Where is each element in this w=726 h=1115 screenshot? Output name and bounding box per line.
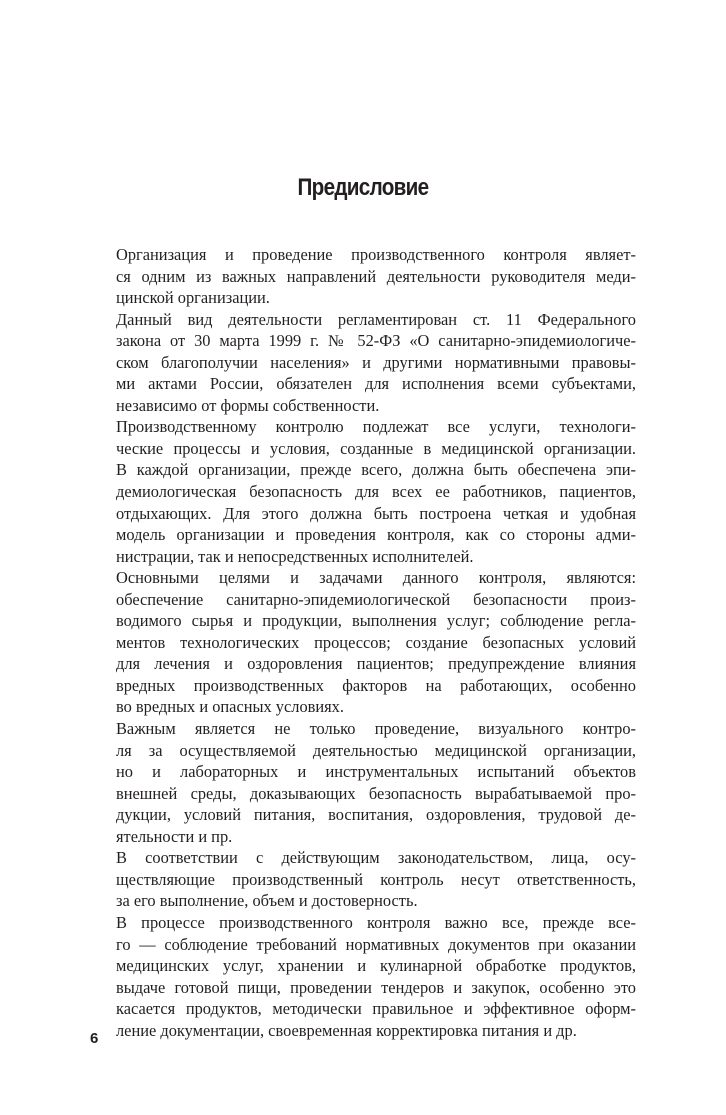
text-line: Данный вид деятельности регламентирован ст. 11 Федерального [116,309,636,329]
text-line: медицинских услуг, хранении и кулинарной обработке продуктов, [116,956,636,976]
text-line: обеспечение санитарно-эпидемиологической безопасности произ- [116,589,636,609]
text-line: В соответствии с действующим законодательством, лица, осу- [116,848,636,868]
text-line: В каждой организации, прежде всего, должна быть обеспечена эпи- [116,460,636,480]
page-number: 6 [90,1030,99,1047]
paragraph-7 [90,912,636,1041]
text-line: выдаче готовой пищи, проведении тендеров и закупок, особенно это [116,977,636,997]
text-line: нистрации, так и непосредственных исполнителей. [116,546,474,566]
text-line: го — соблюдение требований нормативных документов при оказании [116,934,636,954]
text-line: независимо от формы собственности. [116,395,380,415]
text-line: ческие процессы и условия, созданные в медицинской организации. [116,438,636,458]
text-line: для лечения и оздоровления пациентов; предупреждение влияния [116,654,636,674]
text-line: вредных производственных факторов на работающих, особенно [116,675,636,695]
text-line: но и лабораторных и инструментальных испытаний объектов [116,762,636,782]
text-line: дукции, условий питания, воспитания, оздоровления, трудовой де- [116,805,636,825]
text-line: отдыхающих. Для этого должна быть построена четкая и удобная [116,503,636,523]
text-line: закона от 30 марта 1999 г. № 52-ФЗ «О санитарно-эпидемиологиче- [116,331,636,351]
text-line: ществляющие производственный контроль несут ответственность, [116,869,636,889]
text-line: ми актами России, обязателен для исполнения всеми субъектами, [116,374,636,394]
text-line: Важным является не только проведение, визуального контро- [116,719,636,739]
text-line: В процессе производственного контроля важно все, прежде все- [116,912,636,932]
paragraph-1 [90,244,636,309]
paragraph-6 [90,847,636,912]
text-line: демиологическая безопасность для всех ее работников, пациентов, [116,482,636,502]
text-line: водимого сырья и продукции, выполнения услуг; соблюдение регла- [116,611,636,631]
text-line: ском благополучии населения» и другими нормативными правовы- [116,352,636,372]
paragraph-3 [90,416,636,567]
text-line: модель организации и проведения контроля, как со стороны адми- [116,525,636,545]
text-line: внешней среды, доказывающих безопасность вырабатываемой про- [116,783,636,803]
paragraph-5 [90,718,636,847]
page-title: Предисловие [297,174,429,201]
text-line: Основными целями и задачами данного контроля, являются: [116,568,636,588]
text-line: ментов технологических процессов; создание безопасных условий [116,632,636,652]
text-line: за его выполнение, объем и достоверность. [116,891,418,911]
text-line: ля за осуществляемой деятельностью медицинской организации, [116,740,636,760]
text-line: ление документации, своевременная корректировка питания и др. [116,1020,577,1040]
body-text [90,244,636,1041]
text-line: во вредных и опасных условиях. [116,697,344,717]
text-line: Организация и проведение производственного контроля являет- [116,245,636,264]
paragraph-4 [90,567,636,718]
text-line: касается продуктов, методически правильное и эффективное оформ- [116,999,636,1019]
text-line: ся одним из важных направлений деятельности руководителя меди- [116,266,636,286]
paragraph-2 [90,309,636,417]
text-line: цинской организации. [116,288,270,308]
text-line: ятельности и пр. [116,826,233,846]
text-line: Производственному контролю подлежат все услуги, технологи- [116,417,636,437]
